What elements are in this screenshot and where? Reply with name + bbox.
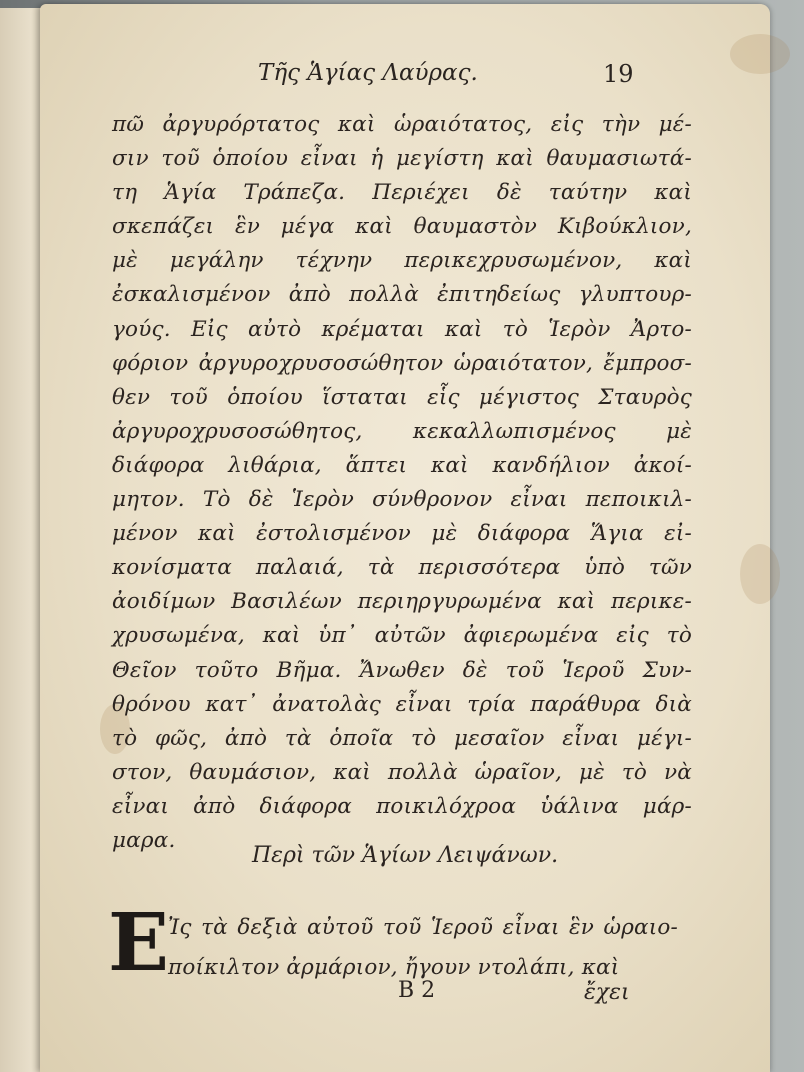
page-footer	[398, 978, 648, 1012]
running-title: Τῆς Ἁγίας Λαύρας.	[258, 60, 478, 86]
section-heading: Περὶ τῶν Ἁγίων Λειψάνων.	[252, 843, 559, 868]
text-line: τὸ φῶς, ἀπὸ τὰ ὁποῖα τὸ μεσαῖον εἶναι μέγι-	[112, 725, 692, 751]
text-line: ἀοιδίμων Βασιλέων περιηργυρωμένα καὶ περικε-	[112, 589, 692, 615]
text-line: ἐσκαλισμένον ἀπὸ πολλὰ ἐπιτηδείως γλυπτουρ-	[112, 282, 692, 308]
catchword: ἔχει	[584, 980, 630, 1005]
text-line: διάφορα λιθάρια, ἅπτει καὶ κανδήλιον ἀκοί-	[112, 452, 692, 478]
page-stain	[740, 544, 780, 604]
text-line: τη Ἁγία Τράπεζα. Περιέχει δὲ ταύτην καὶ	[112, 180, 692, 206]
text-line: μαρα.	[112, 827, 176, 853]
text-line: σιν τοῦ ὁποίου εἶναι ἡ μεγίστη καὶ θαυμασιωτά-	[112, 146, 692, 172]
text-line: πῶ ἀργυρόρτατος καὶ ὡραιότατος, εἰς τὴν μέ-	[112, 112, 692, 137]
text-line: στον, θαυμάσιον, καὶ πολλὰ ὡραῖον, μὲ τὸ νὰ	[112, 759, 692, 785]
text-line: ἀργυροχρυσοσώθητος, κεκαλλωπισμένος μὲ	[112, 418, 692, 444]
signature-mark: Β 2	[398, 978, 436, 1003]
text-line: θεν τοῦ ὁποίου ἵσταται εἷς μέγιστος Σταυρὸς	[112, 384, 692, 410]
page-stain	[730, 34, 790, 74]
text-line: ποίκιλτον ἀρμάριον, ἤγουν ντολάπι, καὶ	[168, 955, 620, 980]
text-line: χρυσωμένα, καὶ ὑπ᾽ αὐτῶν ἀφιερωμένα εἰς τὸ	[112, 623, 692, 649]
second-paragraph	[168, 908, 678, 988]
text-line: μητον. Τὸ δὲ Ἱερὸν σύνθρονον εἶναι πεποικιλ-	[112, 487, 692, 513]
page-header	[258, 60, 658, 94]
text-line: θρόνου κατ᾽ ἀνατολὰς εἶναι τρία παράθυρα διὰ	[112, 691, 692, 717]
drop-cap: Ε	[108, 895, 169, 989]
text-line: εἶναι ἀπὸ διάφορα ποικιλόχροα ὑάλινα μάρ-	[112, 793, 692, 819]
page-number: 19	[603, 60, 634, 88]
main-paragraph	[112, 108, 692, 858]
text-line: μένον καὶ ἐστολισμένον μὲ διάφορα Ἅγια εἰ-	[112, 521, 692, 547]
text-line: Θεῖον τοῦτο Βῆμα. Ἄνωθεν δὲ τοῦ Ἱεροῦ Συν-	[112, 657, 692, 683]
text-line: σκεπάζει ἓν μέγα καὶ θαυμαστὸν Κιβούκλιον,	[112, 214, 692, 240]
text-line: γούς. Εἰς αὐτὸ κρέμαται καὶ τὸ Ἱερὸν Ἀρτο-	[112, 316, 692, 342]
text-line: Ἰς τὰ δεξιὰ αὐτοῦ τοῦ Ἱεροῦ εἶναι ἓν ὡραιο-	[168, 915, 678, 940]
text-line: φόριον ἀργυροχρυσοσώθητον ὡραιότατον, ἔμπροσ-	[112, 350, 692, 376]
text-line: κονίσματα παλαιά, τὰ περισσότερα ὑπὸ τῶν	[112, 555, 692, 581]
text-line: μὲ μεγάλην τέχνην περικεχρυσωμένον, καὶ	[112, 248, 692, 274]
